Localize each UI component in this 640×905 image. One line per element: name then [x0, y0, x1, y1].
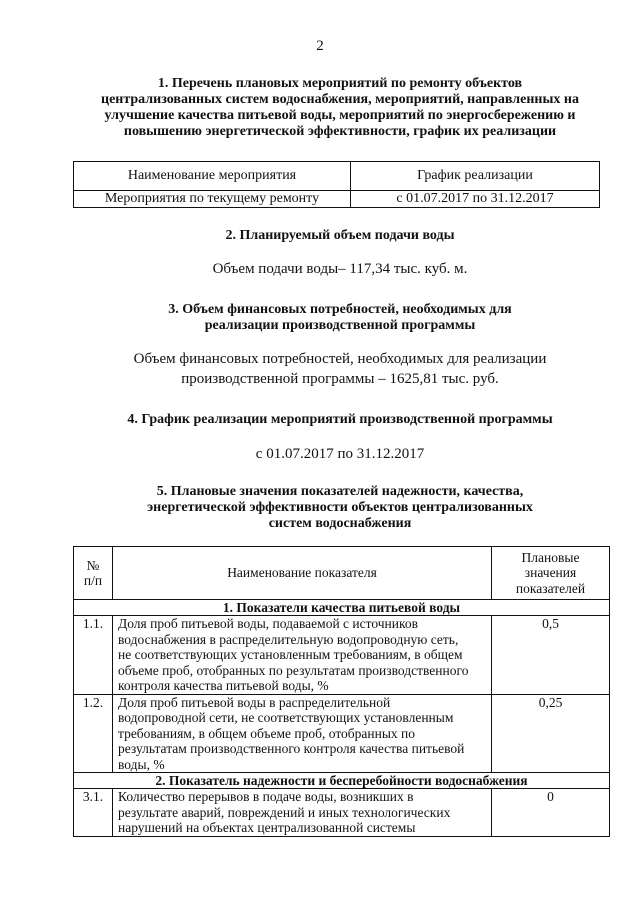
section3-title — [60, 302, 620, 334]
activities-table — [73, 161, 600, 208]
indicators-table — [73, 546, 610, 837]
table-row — [74, 789, 610, 837]
row-text-line: Количество перерывов в подаче воды, возникших в — [118, 789, 414, 804]
table-section-row — [74, 600, 610, 616]
section5-title — [60, 484, 620, 532]
table-cell: с 01.07.2017 по 31.12.2017 — [351, 191, 600, 208]
section4-title: 4. График реализации мероприятий производственной программы — [127, 412, 553, 427]
table-row — [74, 191, 600, 208]
row-text-line: результатам производственного контроля качества питьевой — [118, 741, 465, 756]
row-number: 1.1. — [74, 616, 113, 695]
row-text — [113, 616, 492, 695]
section5-title-line: энергетической эффективности объектов централизованных — [147, 500, 533, 515]
row-text-line: требованиям, в общем объеме проб, отобранных по — [118, 725, 416, 741]
value-header-line: значения — [524, 565, 577, 581]
section1-title-line: 1. Перечень плановых мероприятий по ремонту объектов — [157, 76, 523, 91]
table-header-row — [74, 547, 610, 600]
value-header-line: показателей — [515, 580, 586, 596]
row-text — [113, 694, 492, 773]
row-text-line: Доля проб питьевой воды, подаваемой с источников — [118, 616, 418, 631]
row-text-line: воды, % — [118, 756, 165, 772]
section3-text-line: Объем финансовых потребностей, необходимых для реализации — [133, 351, 547, 367]
name-header: Наименование показателя — [113, 547, 492, 600]
section1-title-line: улучшение качества питьевой воды, мероприятий по энергосбережению и — [104, 108, 576, 123]
section-heading: 1. Показатели качества питьевой воды — [74, 600, 610, 616]
section3-text-line: производственной программы – 1625,81 тыс. руб. — [181, 371, 499, 387]
section3-title-line: 3. Объем финансовых потребностей, необходимых для — [168, 302, 512, 317]
section1-title-line: повышению энергетической эффективности, график их реализации — [123, 124, 557, 139]
row-number: 3.1. — [74, 789, 113, 837]
num-header — [74, 547, 113, 600]
row-text-line: объеме проб, отобранных по результатам производственного — [118, 662, 469, 678]
num-header-line: п/п — [83, 573, 103, 588]
row-text-line: результате аварий, повреждений и иных технологических — [118, 804, 451, 820]
row-value: 0,25 — [492, 694, 610, 773]
table-header-row — [74, 162, 600, 191]
table-row — [74, 694, 610, 773]
table-cell: Мероприятия по текущему ремонту — [74, 191, 351, 208]
value-header — [492, 547, 610, 600]
row-text-line: не соответствующих установленным требованиям, в общем — [118, 647, 463, 662]
row-value: 0,5 — [492, 616, 610, 695]
table-header-cell: График реализации — [351, 162, 600, 191]
row-text — [113, 789, 492, 837]
page-number: 2 — [316, 38, 324, 54]
section5-title-line: систем водоснабжения — [268, 516, 412, 531]
row-text-line: Доля проб питьевой воды в распределительной — [118, 694, 391, 710]
table-row — [74, 616, 610, 695]
table-section-row — [74, 773, 610, 789]
section3-text — [60, 349, 620, 389]
row-text-line: контроля качества питьевой воды, % — [118, 678, 329, 693]
row-text-line: водопроводной сети, не соответствующих установленным — [118, 710, 454, 725]
section2-title: 2. Планируемый объем подачи воды — [225, 228, 455, 243]
section-heading: 2. Показатель надежности и бесперебойности водоснабжения — [74, 773, 610, 789]
section1-title — [60, 76, 620, 140]
row-value: 0 — [492, 789, 610, 837]
value-header-line: Плановые — [521, 549, 580, 565]
section5-title-line: 5. Плановые значения показателей надежности, качества, — [156, 484, 524, 499]
num-header-line: № — [86, 557, 100, 573]
row-number: 1.2. — [74, 694, 113, 773]
section2-text: Объем подачи воды– 117,34 тыс. куб. м. — [212, 261, 468, 277]
section4-text: с 01.07.2017 по 31.12.2017 — [255, 446, 425, 462]
section1-title-line: централизованных систем водоснабжения, мероприятий, направленных на — [101, 92, 579, 107]
section3-title-line: реализации производственной программы — [204, 318, 476, 333]
row-text-line: водоснабжения в распределительную водопроводную сеть, — [118, 631, 459, 647]
row-text-line: нарушений на объектах централизованной системы — [118, 820, 416, 835]
table-header-cell: Наименование мероприятия — [74, 162, 351, 191]
